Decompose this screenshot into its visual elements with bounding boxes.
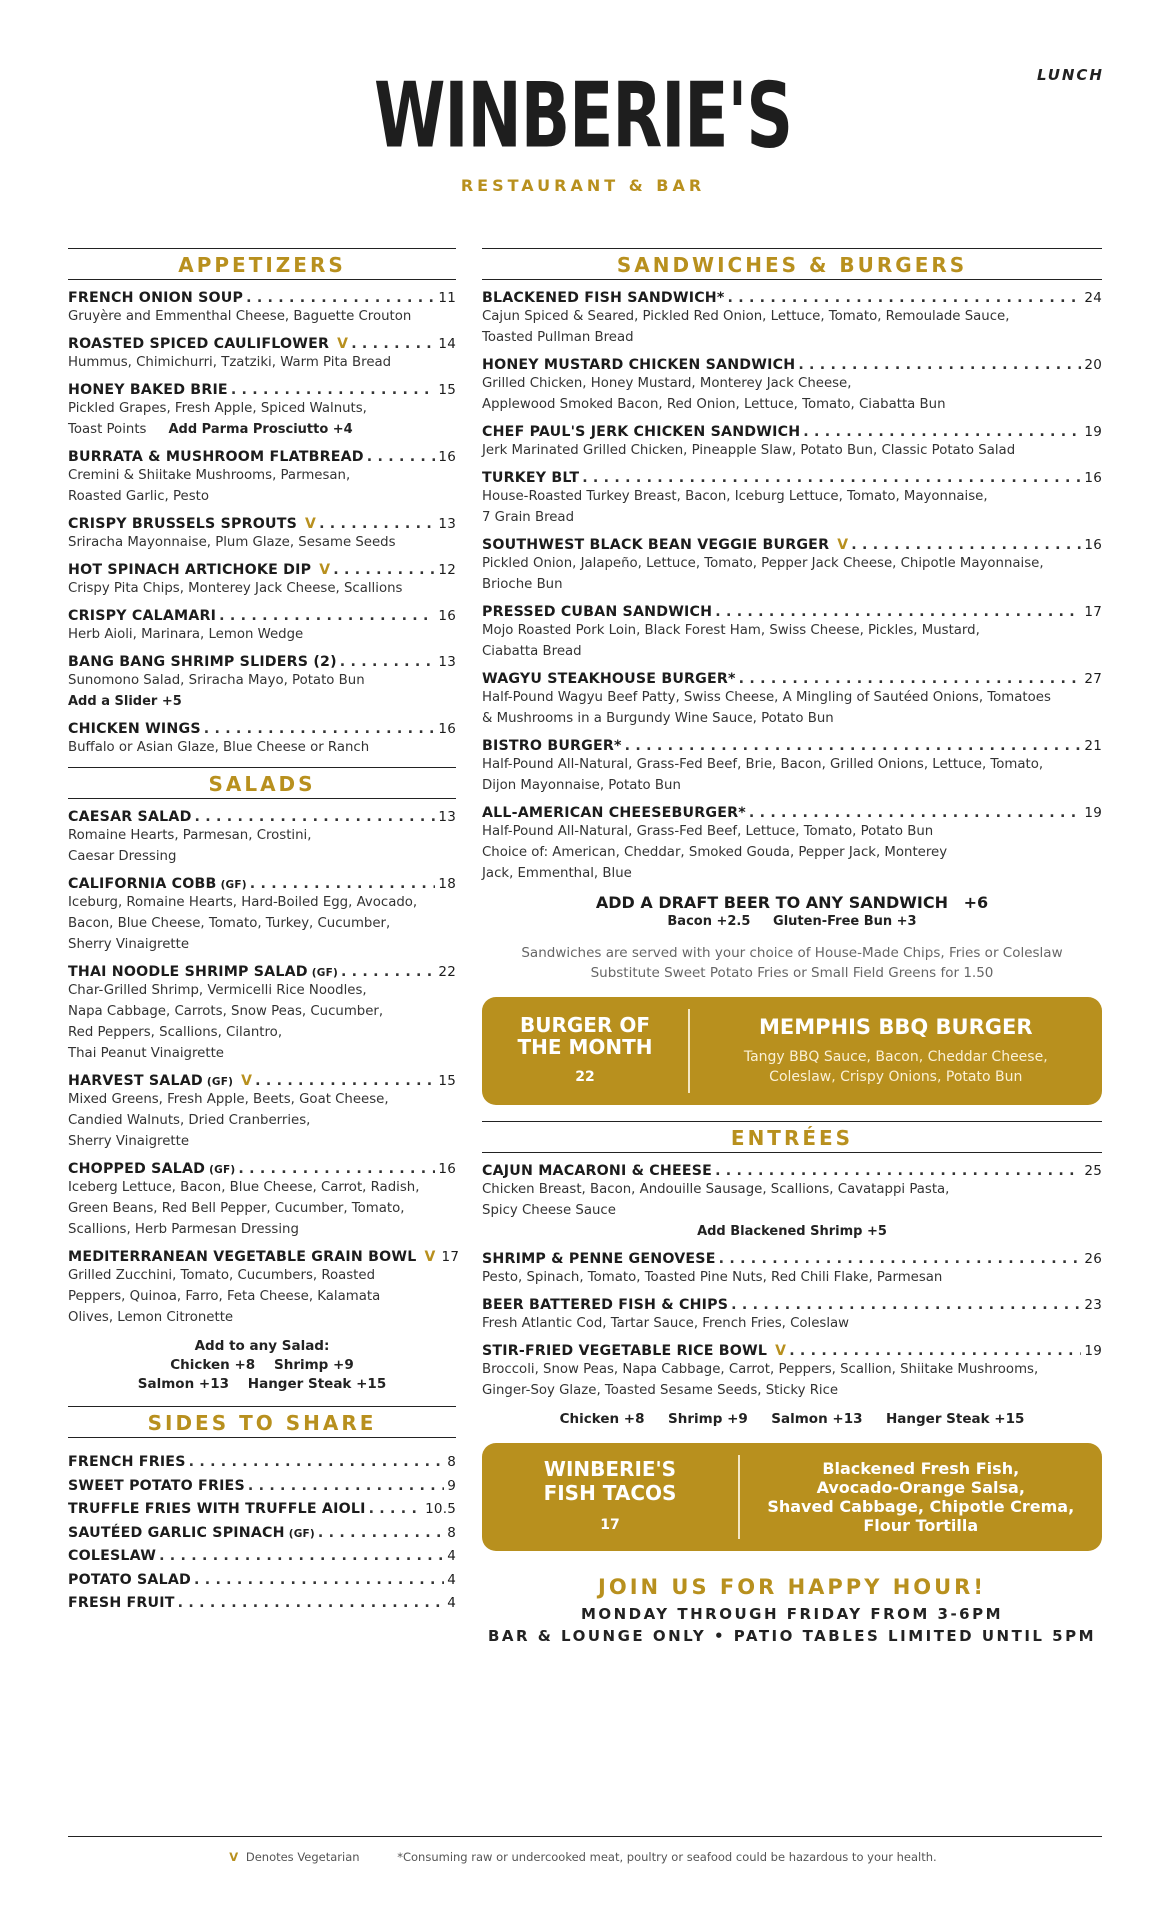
salad-addons-line2: Salmon +13 Hanger Steak +15 [137, 1376, 387, 1392]
happy-hour-line-1: MONDAY THROUGH FRIDAY FROM 3-6PM [580, 1605, 1004, 1623]
menu-item-line [68, 721, 456, 737]
menu-item-description: Hummus, Chimichurri, Tzatziki, Warm Pita Bread [68, 355, 392, 370]
menu-item-line [68, 1249, 460, 1265]
menu-item-description: Olives, Lemon Citronette [68, 1310, 234, 1325]
menu-item-line [68, 562, 456, 578]
menu-item-description: Broccoli, Snow Peas, Napa Cabbage, Carrot, Peppers, Scallion, Shiitake Mushrooms, [482, 1362, 1039, 1377]
sides-heading: SIDES TO SHARE [68, 1406, 456, 1438]
dot-leader [851, 537, 1081, 553]
menu-item-price: 21 [1084, 738, 1102, 754]
dot-leader [238, 1161, 435, 1177]
menu-item-description: Caesar Dressing [68, 849, 177, 864]
vegetarian-mark: V [775, 1343, 787, 1359]
salad-addons [68, 1337, 456, 1394]
vegetarian-mark: V [837, 537, 849, 553]
right-column [482, 248, 1102, 1645]
menu-item-description: Jack, Emmenthal, Blue [482, 866, 632, 881]
side-item-price: 9 [447, 1477, 456, 1494]
menu-item-name: THAI NOODLE SHRIMP SALAD (GF) [68, 964, 338, 980]
side-item-price: 4 [447, 1571, 456, 1588]
menu-item-description: Applewood Smoked Bacon, Red Onion, Lettuce, Tomato, Ciabatta Bun [482, 397, 946, 412]
appetizers-list [68, 290, 456, 758]
menu-item-price: 17 [1084, 604, 1102, 620]
vegetarian-mark: V [241, 1073, 253, 1089]
menu-item-name: SOUTHWEST BLACK BEAN VEGGIE BURGER V [482, 537, 849, 553]
dot-leader [250, 876, 436, 892]
menu-item [482, 1343, 1102, 1401]
menu-item-description: Crispy Pita Chips, Monterey Jack Cheese, Scallions [68, 581, 403, 596]
menu-item-description: Roasted Garlic, Pesto [68, 489, 209, 504]
dot-leader [340, 654, 436, 670]
happy-hour [482, 1575, 1102, 1645]
menu-item-description: House-Roasted Turkey Breast, Bacon, Iceburg Lettuce, Tomato, Mayonnaise, [482, 489, 988, 504]
menu-type-label: LUNCH [1036, 66, 1104, 84]
menu-item-price: 13 [438, 809, 456, 825]
menu-item [68, 290, 456, 327]
entrees-heading: ENTRÉES [482, 1121, 1102, 1153]
vegetarian-mark: V [319, 562, 331, 578]
dot-leader [189, 1454, 445, 1470]
menu-item-description: Toast Points Add Parma Prosciutto +4 [68, 422, 353, 437]
menu-item-price: 16 [438, 608, 456, 624]
menu-item-description: Peppers, Quinoa, Farro, Feta Cheese, Kalamata [68, 1289, 381, 1304]
menu-item-line [68, 1161, 456, 1177]
side-item-name: FRENCH FRIES [68, 1454, 186, 1470]
menu-item [68, 449, 456, 507]
menu-item [68, 562, 456, 599]
dot-leader [341, 964, 435, 980]
menu-item-line [482, 424, 1102, 440]
menu-item-description: Spicy Cheese Sauce [482, 1203, 616, 1218]
menu-item-name: CHOPPED SALAD (GF) [68, 1161, 236, 1177]
menu-item-name: WAGYU STEAKHOUSE BURGER* [482, 671, 736, 687]
menu-item-name: CHEF PAUL'S JERK CHICKEN SANDWICH [482, 424, 801, 440]
served-note-2: Substitute Sweet Potato Fries or Small Field Greens for 1.50 [590, 965, 994, 981]
menu-item-description: Iceburg, Romaine Hearts, Hard-Boiled Egg, Avocado, [68, 895, 418, 910]
dot-leader [248, 1478, 444, 1494]
dot-leader [195, 809, 436, 825]
menu-item-name: BISTRO BURGER* [482, 738, 622, 754]
side-item [68, 1548, 456, 1564]
menu-item-description: Red Peppers, Scallions, Cilantro, [68, 1025, 283, 1040]
menu-item-name: CHICKEN WINGS [68, 721, 201, 737]
burger-of-month-label [482, 1014, 688, 1088]
dot-leader [803, 424, 1081, 440]
salad-addons-title: Add to any Salad: [194, 1338, 330, 1354]
menu-item-description: Dijon Mayonnaise, Potato Bun [482, 778, 681, 793]
menu-item-name: ALL-AMERICAN CHEESEBURGER* [482, 805, 746, 821]
menu-item [482, 537, 1102, 595]
fish-tacos-desc-4: Flour Tortilla [863, 1516, 979, 1535]
logo [0, 62, 1166, 195]
dot-leader [369, 1501, 423, 1517]
menu-item-line [482, 1343, 1102, 1359]
menu-item-description: Chicken Breast, Bacon, Andouille Sausage, Scallions, Cavatappi Pasta, [482, 1182, 950, 1197]
fish-tacos-details [740, 1459, 1103, 1535]
menu-item-name: FRENCH ONION SOUP [68, 290, 244, 306]
appetizers-heading: APPETIZERS [68, 248, 456, 280]
menu-item-name: CAJUN MACARONI & CHEESE [482, 1163, 713, 1179]
vegetarian-mark: V [337, 336, 349, 352]
menu-item-description: Fresh Atlantic Cod, Tartar Sauce, French Fries, Coleslaw [482, 1316, 850, 1331]
menu-item-line [68, 290, 456, 306]
fish-tacos-label-1: WINBERIE'S [543, 1457, 677, 1481]
menu-item-line [68, 964, 456, 980]
menu-item-description: Half-Pound All-Natural, Grass-Fed Beef, Lettuce, Tomato, Potato Bun [482, 824, 934, 839]
menu-item-description: Green Beans, Red Bell Pepper, Cucumber, Tomato, [68, 1201, 405, 1216]
served-note-1: Sandwiches are served with your choice of House-Made Chips, Fries or Coleslaw [521, 945, 1063, 961]
menu-item-line [482, 1251, 1102, 1267]
menu-item-line [482, 537, 1102, 553]
menu-item-price: 16 [1084, 537, 1102, 553]
footer-divider [68, 1836, 1102, 1837]
menu-item-description: Scallions, Herb Parmesan Dressing [68, 1222, 299, 1237]
menu-item-price: 15 [438, 382, 456, 398]
menu-item-description: Buffalo or Asian Glaze, Blue Cheese or Ranch [68, 740, 370, 755]
dot-leader [231, 382, 436, 398]
menu-item-name: HARVEST SALAD (GF) V [68, 1073, 253, 1089]
draft-beer-offer [482, 893, 1102, 983]
menu-item-price: 26 [1084, 1251, 1102, 1267]
menu-item-description: Jerk Marinated Grilled Chicken, Pineapple Slaw, Potato Bun, Classic Potato Salad [482, 443, 1016, 458]
menu-item-description: Mixed Greens, Fresh Apple, Beets, Goat Cheese, [68, 1092, 389, 1107]
gluten-free-tag: (GF) [206, 1076, 234, 1088]
menu-item-description: Bacon, Blue Cheese, Tomato, Turkey, Cucumber, [68, 916, 391, 931]
sandwich-addons: Bacon +2.5 Gluten-Free Bun +3 [667, 914, 917, 929]
side-item-price: 4 [447, 1595, 456, 1611]
dot-leader [178, 1595, 445, 1611]
menu-item-line [482, 470, 1102, 486]
burger-of-month-details [690, 1015, 1103, 1087]
menu-item-description: Napa Cabbage, Carrots, Snow Peas, Cucumber, [68, 1004, 384, 1019]
health-warning: *Consuming raw or undercooked meat, poultry or seafood could be hazardous to your health. [397, 1850, 937, 1864]
menu-item-description: Sriracha Mayonnaise, Plum Glaze, Sesame Seeds [68, 535, 396, 550]
dot-leader [728, 290, 1082, 306]
side-item-price: 4 [447, 1548, 456, 1564]
menu-item-description: Brioche Bun [482, 577, 563, 592]
menu-item-price: 13 [438, 516, 456, 532]
menu-item-price: 22 [438, 964, 456, 980]
side-item-name: TRUFFLE FRIES WITH TRUFFLE AIOLI [68, 1501, 366, 1517]
burger-of-month-desc-2: Coleslaw, Crispy Onions, Potato Bun [769, 1069, 1023, 1085]
menu-item-name: CALIFORNIA COBB (GF) [68, 876, 247, 892]
menu-item-price: 18 [438, 876, 456, 892]
logo-wordmark: WINBERIE'S [373, 62, 793, 168]
menu-item-price: 20 [1084, 357, 1102, 373]
menu-item [68, 608, 456, 645]
menu-item-description: Romaine Hearts, Parmesan, Crostini, [68, 828, 312, 843]
menu-item-description: Sherry Vinaigrette [68, 1134, 190, 1149]
menu-item-price: 19 [1084, 424, 1102, 440]
dot-leader [731, 1297, 1081, 1313]
menu-item-name: HONEY BAKED BRIE [68, 382, 228, 398]
dot-leader [159, 1548, 444, 1564]
entree-proteins: Chicken +8 Shrimp +9 Salmon +13 Hanger Steak +15 [559, 1411, 1025, 1427]
menu-item [482, 738, 1102, 796]
menu-item-price: 19 [1084, 805, 1102, 821]
menu-item-line [482, 290, 1102, 306]
side-item-name: FRESH FRUIT [68, 1595, 175, 1611]
sides-list [68, 1454, 456, 1611]
menu-item-addon: Add Parma Prosciutto +4 [168, 422, 353, 437]
burger-of-month-label-2: THE MONTH [517, 1035, 653, 1059]
menu-item-description: Cajun Spiced & Seared, Pickled Red Onion, Lettuce, Tomato, Remoulade Sauce, [482, 309, 1010, 324]
menu-item-price: 14 [438, 336, 456, 352]
burger-of-month-name: MEMPHIS BBQ BURGER [758, 1015, 1033, 1039]
draft-beer-text: ADD A DRAFT BEER TO ANY SANDWICH [595, 893, 948, 912]
fish-tacos-desc-1: Blackened Fresh Fish, [822, 1459, 1020, 1478]
menu-item-line [68, 608, 456, 624]
menu-item-description: Toasted Pullman Bread [482, 330, 634, 345]
side-item [68, 1595, 456, 1611]
dot-leader [194, 1572, 444, 1588]
side-item [68, 1501, 456, 1517]
menu-item-addon: Add a Slider +5 [68, 694, 182, 709]
menu-item-name: ROASTED SPICED CAULIFLOWER V [68, 336, 349, 352]
menu-item-description: Mojo Roasted Pork Loin, Black Forest Ham, Swiss Cheese, Pickles, Mustard, [482, 623, 980, 638]
menu-item [68, 336, 456, 373]
dot-leader [749, 805, 1082, 821]
menu-item [482, 1251, 1102, 1288]
menu-item-line [482, 738, 1102, 754]
dot-leader [246, 290, 435, 306]
burger-of-month-price: 22 [575, 1069, 595, 1085]
menu-item-line [68, 876, 456, 892]
menu-item-description: Sherry Vinaigrette [68, 937, 190, 952]
fish-tacos-desc-2: Avocado-Orange Salsa, [816, 1478, 1025, 1497]
menu-item-price: 27 [1084, 671, 1102, 687]
menu-item [68, 964, 456, 1064]
draft-beer-price: +6 [963, 893, 989, 912]
menu-item-price: 15 [438, 1073, 456, 1089]
menu-item-price: 12 [438, 562, 456, 578]
menu-item-name: BANG BANG SHRIMP SLIDERS (2) [68, 654, 337, 670]
menu-item-price: 16 [438, 1161, 456, 1177]
menu-item [482, 290, 1102, 348]
fish-tacos-banner [482, 1443, 1102, 1551]
logo-subtitle: RESTAURANT & BAR [460, 176, 706, 195]
menu-item-line [482, 1163, 1102, 1179]
menu-item-line [68, 809, 456, 825]
menu-item-price: 23 [1084, 1297, 1102, 1313]
menu-item-price: 25 [1084, 1163, 1102, 1179]
menu-item-name: BURRATA & MUSHROOM FLATBREAD [68, 449, 364, 465]
menu-item-name: SHRIMP & PENNE GENOVESE [482, 1251, 716, 1267]
menu-item [482, 671, 1102, 729]
menu-item-line [68, 336, 456, 352]
dot-leader [351, 336, 435, 352]
menu-item-name: MEDITERRANEAN VEGETABLE GRAIN BOWL V [68, 1249, 436, 1265]
menu-item [68, 721, 456, 758]
side-item-price: 10.5 [425, 1501, 456, 1517]
menu-item-description: Herb Aioli, Marinara, Lemon Wedge [68, 627, 304, 642]
dot-leader [333, 562, 435, 578]
gluten-free-tag: (GF) [209, 1164, 236, 1176]
burger-of-month-desc-1: Tangy BBQ Sauce, Bacon, Cheddar Cheese, [743, 1049, 1048, 1065]
menu-item [482, 470, 1102, 528]
side-item-name: COLESLAW [68, 1548, 157, 1564]
fish-tacos-label [482, 1457, 738, 1537]
menu-item-name: BLACKENED FISH SANDWICH* [482, 290, 725, 306]
menu-item-description: Ginger-Soy Glaze, Toasted Sesame Seeds, Sticky Rice [482, 1383, 839, 1398]
dot-leader [204, 721, 436, 737]
menu-item-name: HOT SPINACH ARTICHOKE DIP V [68, 562, 331, 578]
menu-item-name: PRESSED CUBAN SANDWICH [482, 604, 713, 620]
dot-leader [789, 1343, 1081, 1359]
dot-leader [715, 1163, 1081, 1179]
dot-leader [582, 470, 1081, 486]
menu-item-line [482, 1297, 1102, 1313]
menu-item [482, 1163, 1102, 1242]
dot-leader [219, 608, 435, 624]
gluten-free-tag: (GF) [288, 1527, 315, 1540]
menu-item [68, 809, 456, 867]
menu-item-line [482, 604, 1102, 620]
menu-item-line [68, 654, 456, 670]
menu-item-name: HONEY MUSTARD CHICKEN SANDWICH [482, 357, 796, 373]
menu-item-price: 13 [438, 654, 456, 670]
dot-leader [739, 671, 1082, 687]
left-column [68, 248, 460, 1619]
side-item-name: POTATO SALAD [68, 1571, 191, 1588]
menu-item-price: 16 [1084, 470, 1102, 486]
menu-item-name: CRISPY BRUSSELS SPROUTS V [68, 516, 317, 532]
menu-item-description: Pickled Grapes, Fresh Apple, Spiced Walnuts, [68, 401, 367, 416]
menu-item-description: Pesto, Spinach, Tomato, Toasted Pine Nuts, Red Chili Flake, Parmesan [482, 1270, 943, 1285]
menu-item [68, 876, 456, 955]
side-item [68, 1525, 456, 1541]
happy-hour-line-2: BAR & LOUNGE ONLY • PATIO TABLES LIMITED UNTIL 5PM [487, 1627, 1097, 1645]
menu-item-price: 11 [438, 290, 456, 306]
menu-item [68, 1073, 456, 1152]
fish-tacos-price: 17 [600, 1517, 620, 1533]
fish-tacos-desc-3: Shaved Cabbage, Chipotle Crema, [767, 1497, 1075, 1516]
menu-item-price: 17 [441, 1249, 460, 1265]
menu-item [68, 654, 456, 712]
side-item-name: SWEET POTATO FRIES [68, 1477, 245, 1494]
veg-mark: V [229, 1850, 239, 1864]
menu-item-price: 19 [1084, 1343, 1102, 1359]
menu-item-line [482, 671, 1102, 687]
menu-item [482, 805, 1102, 884]
burger-of-month-label-1: BURGER OF [520, 1013, 650, 1037]
menu-item-price: 16 [438, 721, 456, 737]
menu-item-line [68, 382, 456, 398]
menu-item [482, 1297, 1102, 1334]
dot-leader [319, 516, 435, 532]
menu-item-description: Half-Pound All-Natural, Grass-Fed Beef, Brie, Bacon, Grilled Onions, Lettuce, Tomato, [482, 757, 1044, 772]
entrees-list [482, 1163, 1102, 1401]
menu-item-name: TURKEY BLT [482, 470, 580, 486]
menu-item-addon: Add Blackened Shrimp +5 [697, 1224, 887, 1239]
menu-item-line [68, 516, 456, 532]
side-item [68, 1454, 456, 1470]
side-item-price: 8 [447, 1454, 456, 1470]
veg-note: Denotes Vegetarian [245, 1850, 360, 1864]
menu-item-description: Sunomono Salad, Sriracha Mayo, Potato Bun [68, 673, 365, 688]
menu-item-line [482, 805, 1102, 821]
menu-item-name: BEER BATTERED FISH & CHIPS [482, 1297, 729, 1313]
menu-item [68, 382, 456, 440]
menu-item-name: CAESAR SALAD [68, 809, 192, 825]
fish-tacos-label-2: FISH TACOS [543, 1481, 677, 1505]
menu-item-description: Char-Grilled Shrimp, Vermicelli Rice Noodles, [68, 983, 367, 998]
sandwiches-list [482, 290, 1102, 884]
dot-leader [625, 738, 1082, 754]
happy-hour-title: JOIN US FOR HAPPY HOUR! [598, 1575, 986, 1599]
dot-leader [719, 1251, 1082, 1267]
menu-item-description: Pickled Onion, Jalapeño, Lettuce, Tomato, Pepper Jack Cheese, Chipotle Mayonnaise, [482, 556, 1044, 571]
dot-leader [367, 449, 436, 465]
burger-of-month-banner [482, 997, 1102, 1105]
side-item-price: 8 [447, 1524, 456, 1541]
menu-item [482, 604, 1102, 662]
menu-item [482, 357, 1102, 415]
menu-item-line [68, 1073, 456, 1089]
menu-item [68, 1161, 456, 1240]
menu-item-line [482, 357, 1102, 373]
dot-leader [715, 604, 1081, 620]
menu-item-description: Thai Peanut Vinaigrette [68, 1046, 224, 1061]
menu-item [482, 424, 1102, 461]
gluten-free-tag: (GF) [311, 967, 338, 979]
salads-list [68, 809, 460, 1328]
menu-item-description: Choice of: American, Cheddar, Smoked Gouda, Pepper Jack, Monterey [482, 845, 948, 860]
salads-heading: SALADS [68, 767, 456, 799]
dot-leader [318, 1525, 444, 1541]
menu-item-line [68, 449, 456, 465]
menu-item [68, 516, 456, 553]
salad-addons-line1: Chicken +8 Shrimp +9 [170, 1357, 354, 1373]
menu-item-description: Grilled Zucchini, Tomato, Cucumbers, Roasted [68, 1268, 376, 1283]
menu-item-description: & Mushrooms in a Burgundy Wine Sauce, Potato Bun [482, 711, 834, 726]
menu-item-name: CRISPY CALAMARI [68, 608, 217, 624]
menu-item [68, 1249, 460, 1328]
side-item [68, 1478, 456, 1494]
menu-item-price: 16 [438, 449, 456, 465]
menu-item-description: Ciabatta Bread [482, 644, 582, 659]
menu-item-description: Gruyère and Emmenthal Cheese, Baguette Crouton [68, 309, 412, 324]
menu-item-description: 7 Grain Bread [482, 510, 575, 525]
dot-leader [255, 1073, 435, 1089]
menu-item-name: STIR-FRIED VEGETABLE RICE BOWL V [482, 1343, 787, 1359]
menu-item-description: Iceberg Lettuce, Bacon, Blue Cheese, Carrot, Radish, [68, 1180, 420, 1195]
sandwiches-heading: SANDWICHES & BURGERS [482, 248, 1102, 280]
vegetarian-mark: V [424, 1249, 436, 1265]
menu-item-description: Grilled Chicken, Honey Mustard, Monterey Jack Cheese, [482, 376, 852, 391]
side-item-name: SAUTÉED GARLIC SPINACH (GF) [68, 1524, 315, 1541]
gluten-free-tag: (GF) [220, 879, 247, 891]
menu-item-description: Candied Walnuts, Dried Cranberries, [68, 1113, 311, 1128]
side-item [68, 1572, 456, 1588]
footer [0, 1850, 1166, 1864]
menu-item-description: Half-Pound Wagyu Beef Patty, Swiss Cheese, A Mingling of Sautéed Onions, Tomatoes [482, 690, 1051, 705]
menu-item-description: Cremini & Shiitake Mushrooms, Parmesan, [68, 468, 351, 483]
vegetarian-mark: V [305, 516, 317, 532]
menu-item-price: 24 [1084, 290, 1102, 306]
dot-leader [798, 357, 1081, 373]
